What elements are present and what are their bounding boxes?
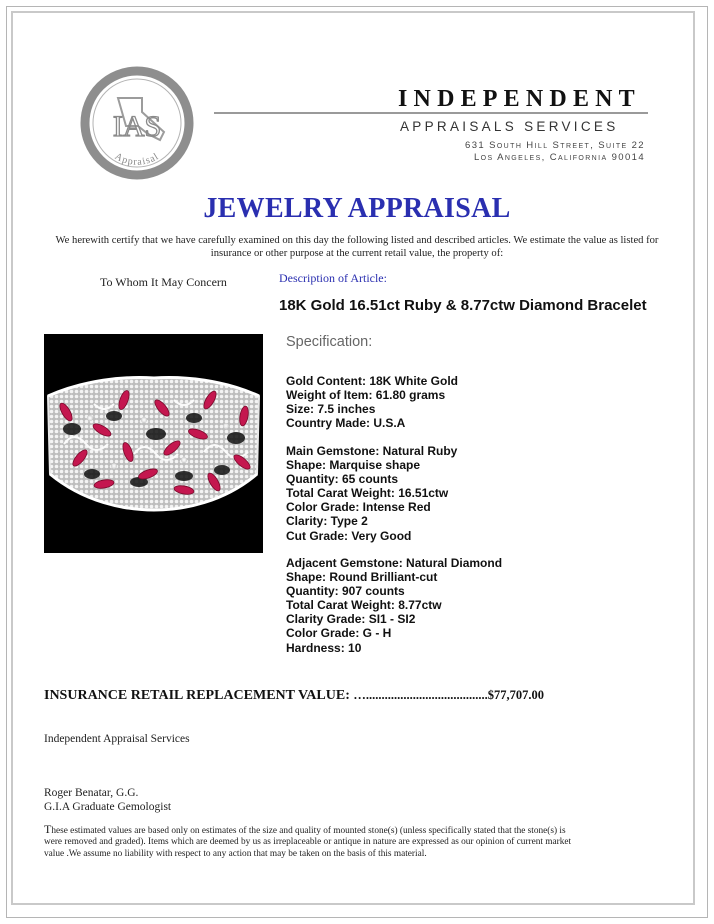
signer-title: G.I.A Graduate Gemologist — [44, 801, 172, 813]
description-label: Description of Article: — [279, 271, 387, 285]
spec-group-adjacent-gem — [286, 556, 502, 655]
document-title: JEWELRY APPRAISAL — [203, 193, 511, 224]
spec-line: Weight of Item: 61.80 grams — [286, 388, 446, 403]
ias-logo — [78, 64, 196, 182]
certification-text: We herewith certify that we have carefully examined on this day the following listed and described articles. We estimate the value as listed for insurance or other purpose at the current retail value, the property of: — [55, 235, 659, 259]
spec-line: Quantity: 65 counts — [286, 472, 399, 487]
spec-line: Shape: Marquise shape — [286, 458, 421, 473]
company-name: INDEPENDENT — [398, 86, 641, 112]
recipient: To Whom It May Concern — [100, 275, 227, 289]
company-subtitle: APPRAISALS SERVICES — [400, 119, 619, 134]
spec-line: Gold Content: 18K White Gold — [286, 374, 458, 388]
bracelet-photo — [44, 334, 263, 553]
spec-line: Adjacent Gemstone: Natural Diamond — [286, 556, 503, 570]
spec-line: Color Grade: G - H — [286, 626, 392, 641]
logo-letters: IAS — [112, 110, 162, 143]
address-line-1: 631 South Hill Street, Suite 22 — [465, 140, 645, 151]
spec-line: Quantity: 907 counts — [286, 584, 405, 599]
spec-line: Country Made: U.S.A — [286, 416, 406, 431]
spec-line: Main Gemstone: Natural Ruby — [286, 444, 458, 458]
logo-ring-text: Appraisal — [112, 150, 162, 168]
disclaimer — [44, 824, 584, 860]
spec-line: Cut Grade: Very Good — [286, 528, 412, 543]
spec-line: Total Carat Weight: 8.77ctw — [286, 598, 442, 613]
spec-group-metal — [286, 374, 458, 430]
insurance-value: $77,707.00 — [487, 688, 544, 702]
company-address — [465, 140, 645, 164]
spec-line: Shape: Round Brilliant-cut — [286, 570, 438, 585]
signer-block — [44, 786, 171, 814]
spec-group-main-gem — [286, 444, 457, 543]
address-line-2: Los Angeles, California 90014 — [474, 152, 645, 163]
spec-line: Clarity Grade: SI1 - SI2 — [286, 612, 416, 627]
insurance-value-line — [44, 688, 544, 704]
specification-heading: Specification: — [286, 334, 373, 350]
spec-line: Color Grade: Intense Red — [286, 500, 431, 515]
company-signature: Independent Appraisal Services — [44, 733, 190, 745]
spec-line: Total Carat Weight: 16.51ctw — [286, 486, 449, 501]
insurance-label: INSURANCE RETAIL REPLACEMENT VALUE: — [44, 688, 354, 703]
item-title: 18K Gold 16.51ct Ruby & 8.77ctw Diamond Bracelet — [279, 297, 647, 314]
disclaimer-initial: T — [44, 822, 52, 836]
spec-line: Size: 7.5 inches — [286, 402, 376, 417]
header-rule — [214, 112, 648, 114]
spec-line: Hardness: 10 — [286, 640, 362, 655]
disclaimer-text: hese estimated values are based only on estimates of the size and quality of mounted stone(s) (unless specifically stated that the stone(s) is were removed and graded). Items which are deemed by us as irreplaceable or antique in nature are expressed as our opinion of current market value .We assume no liability with respect to any action that may be taken on the basis of this material. — [44, 826, 572, 859]
insurance-dots: …....................................... — [353, 688, 488, 702]
spec-line: Clarity: Type 2 — [286, 514, 368, 529]
signer-name: Roger Benatar, G.G. — [44, 787, 139, 799]
